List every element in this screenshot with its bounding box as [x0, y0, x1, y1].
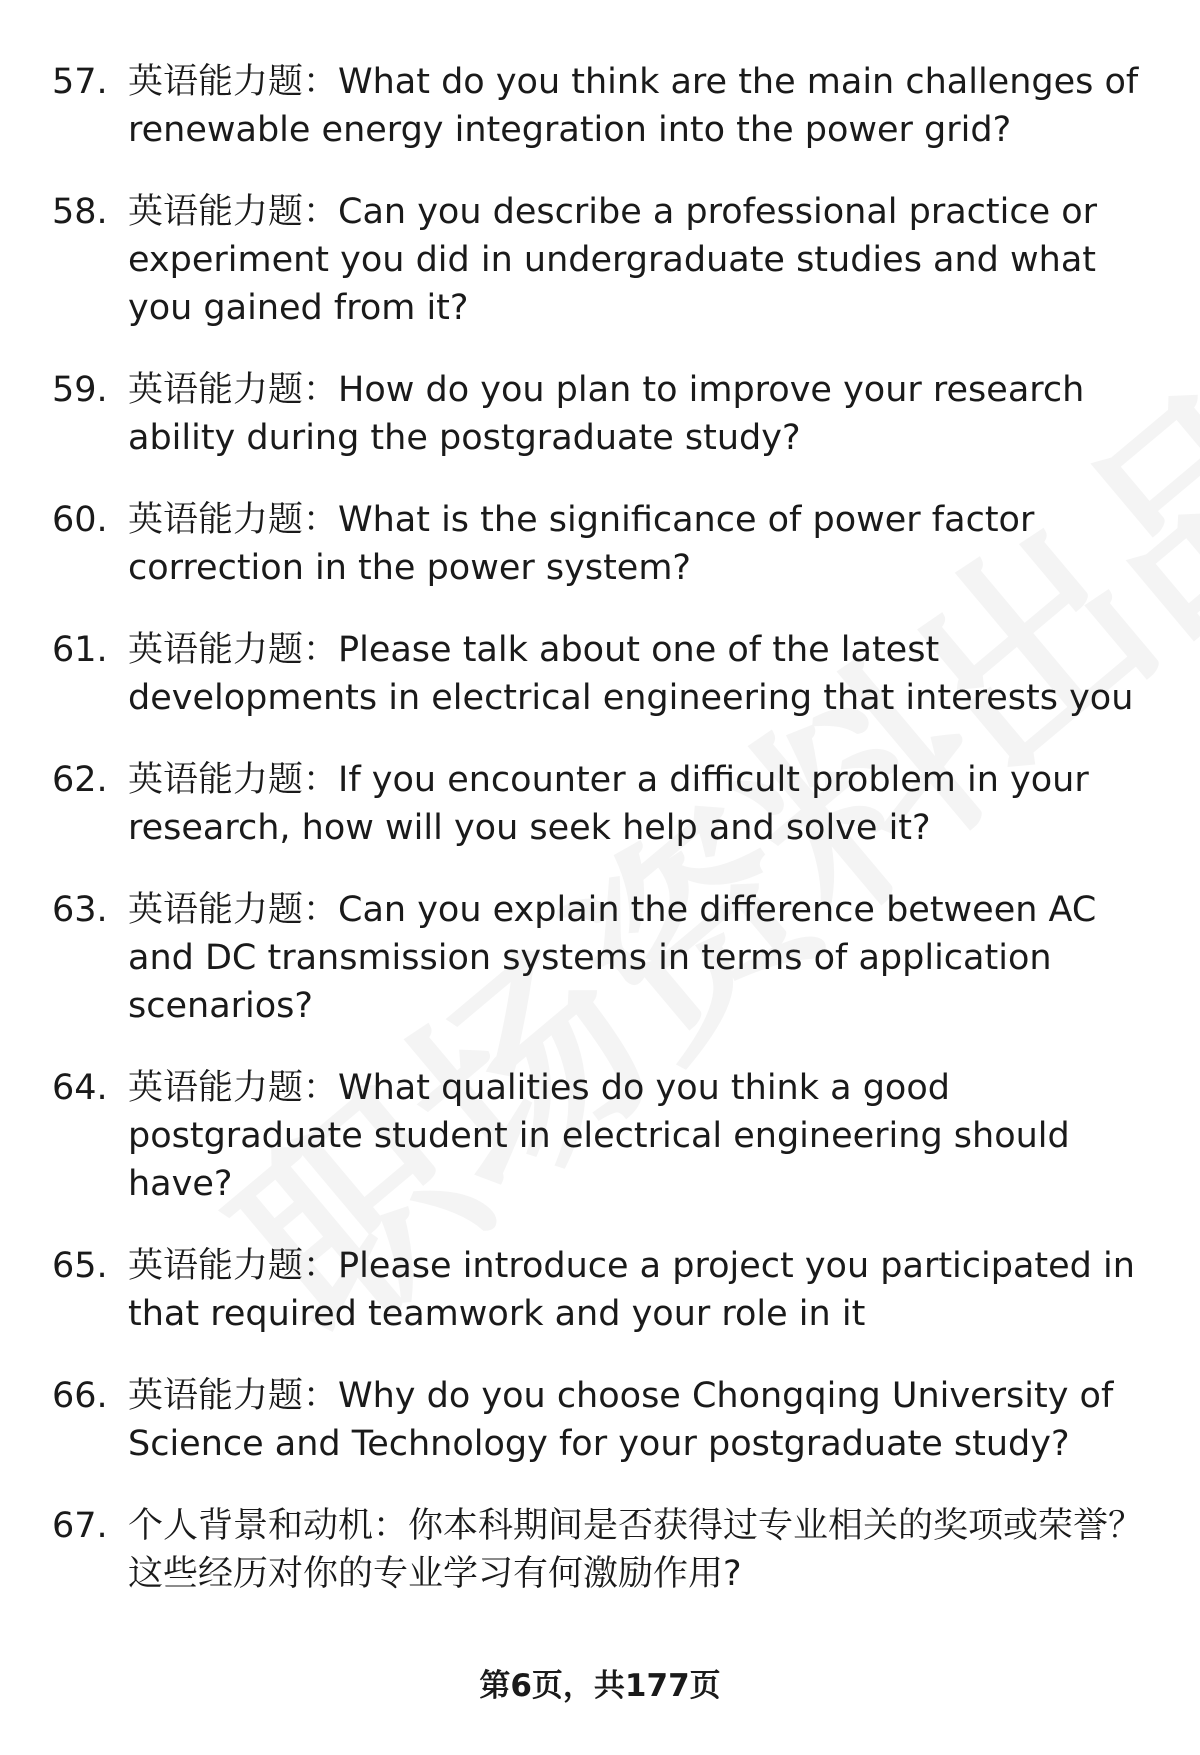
question-number: 64.: [52, 1068, 108, 1108]
question-item: [0, 626, 1200, 722]
page-number-label: 第6页，共177页: [479, 1668, 721, 1704]
question-number: 61.: [52, 630, 108, 670]
question-text: 英语能力题：Why do you choose Chongqing University of Science and Technology for your postgraduate study?: [128, 1376, 1114, 1464]
question-number: 65.: [52, 1246, 108, 1286]
question-item: [0, 1372, 1200, 1468]
question-text: 英语能力题：Please introduce a project you participated in that required teamwork and your role in it: [128, 1246, 1135, 1334]
question-text: 英语能力题：What do you think are the main challenges of renewable energy integration into the power grid?: [128, 62, 1139, 150]
question-number: 60.: [52, 500, 108, 540]
question-number: 67.: [52, 1506, 108, 1546]
question-text: 英语能力题：What is the significance of power factor correction in the power system?: [128, 500, 1035, 588]
question-number: 57.: [52, 62, 108, 102]
question-number: 66.: [52, 1376, 108, 1416]
question-item: [0, 496, 1200, 592]
question-item: [0, 1064, 1200, 1208]
question-number: 62.: [52, 760, 108, 800]
question-number: 63.: [52, 890, 108, 930]
question-number: 59.: [52, 370, 108, 410]
question-item: [0, 756, 1200, 852]
question-text: 英语能力题：If you encounter a difficult problem in your research, how will you seek help and solve it?: [128, 760, 1089, 848]
question-text: 英语能力题：What qualities do you think a good postgraduate student in electrical engineering should have?: [128, 1068, 1070, 1204]
question-text: 英语能力题：Please talk about one of the latest developments in electrical engineering that interests you: [128, 630, 1134, 718]
page-footer: [0, 1660, 1200, 1705]
question-text: 个人背景和动机：你本科期间是否获得过专业相关的奖项或荣誉？这些经历对你的专业学习有何激励作用?: [128, 1506, 1144, 1594]
question-list: [0, 58, 1200, 1632]
question-item: [0, 366, 1200, 462]
question-item: [0, 58, 1200, 154]
question-item: [0, 188, 1200, 332]
question-number: 58.: [52, 192, 108, 232]
question-item: [0, 1242, 1200, 1338]
question-item: [0, 886, 1200, 1030]
question-text: 英语能力题：How do you plan to improve your research ability during the postgraduate study?: [128, 370, 1085, 458]
question-text: 英语能力题：Can you describe a professional practice or experiment you did in undergraduate studies and what you gained from it?: [128, 192, 1098, 328]
question-item: [0, 1502, 1200, 1598]
question-text: 英语能力题：Can you explain the difference between AC and DC transmission systems in terms of application scenarios?: [128, 890, 1097, 1026]
